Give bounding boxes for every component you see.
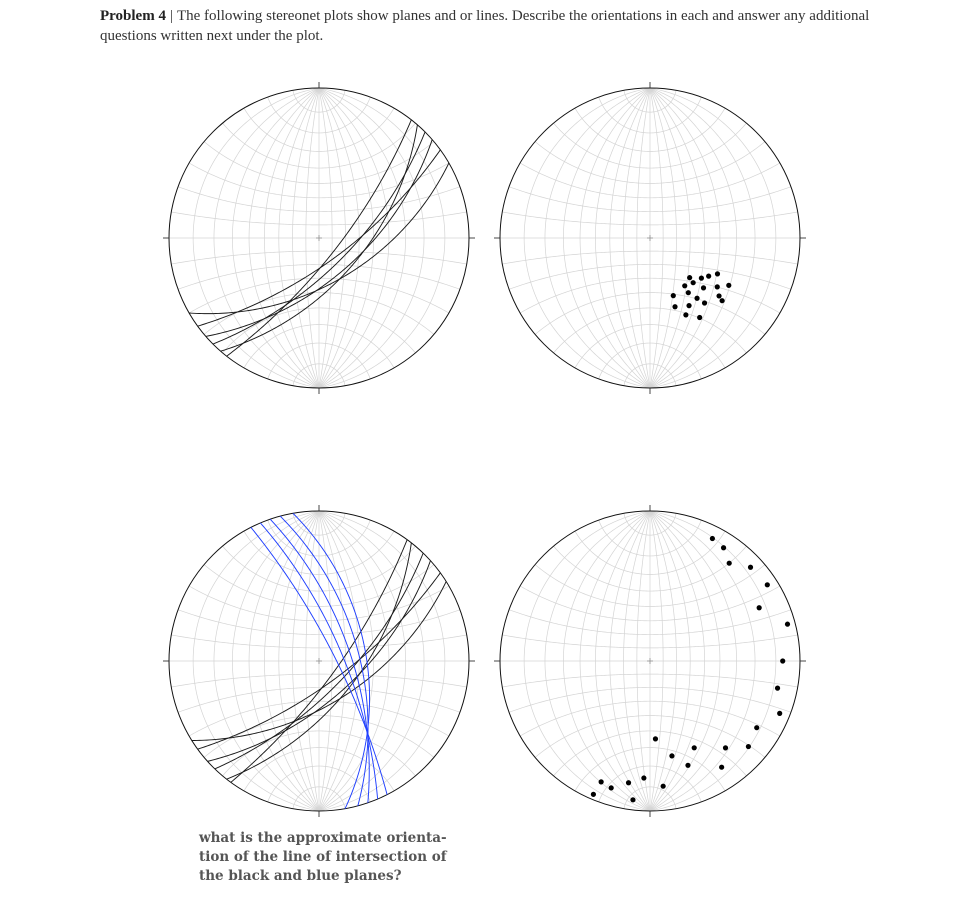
pole-point xyxy=(599,779,604,784)
stereonet-planes-2 xyxy=(164,504,474,818)
pole-point xyxy=(672,304,677,309)
pole-point xyxy=(777,711,782,716)
pole-point xyxy=(641,775,646,780)
pole-point xyxy=(765,582,770,587)
pole-point xyxy=(785,622,790,627)
pole-point xyxy=(686,290,691,295)
pole-point xyxy=(710,536,715,541)
separator: | xyxy=(169,8,173,24)
pole-point xyxy=(716,293,721,298)
question-line-1: what is the approximate orienta- xyxy=(199,830,447,846)
pole-point xyxy=(691,280,696,285)
intersection-question xyxy=(199,829,449,886)
pole-point xyxy=(754,725,759,730)
stereonet-planes-1 xyxy=(164,81,474,395)
pole-point xyxy=(775,686,780,691)
pole-point xyxy=(727,561,732,566)
pole-point xyxy=(591,792,596,797)
pole-point xyxy=(686,303,691,308)
pole-point xyxy=(669,753,674,758)
pole-point xyxy=(780,658,785,663)
question-line-3: the black and blue planes? xyxy=(199,868,402,884)
question-line-2: tion of the line of intersection of xyxy=(199,849,447,865)
pole-point xyxy=(630,797,635,802)
pole-point xyxy=(682,283,687,288)
pole-points xyxy=(671,271,732,320)
pole-point xyxy=(683,312,688,317)
pole-point xyxy=(685,763,690,768)
pole-point xyxy=(719,765,724,770)
pole-point xyxy=(715,271,720,276)
pole-point xyxy=(748,565,753,570)
pole-point xyxy=(723,745,728,750)
pole-point xyxy=(701,285,706,290)
pole-point xyxy=(720,298,725,303)
pole-point xyxy=(609,785,614,790)
pole-point xyxy=(692,745,697,750)
pole-point xyxy=(694,296,699,301)
pole-point xyxy=(653,736,658,741)
pole-point xyxy=(626,780,631,785)
problem-label: Problem 4 xyxy=(100,8,166,24)
pole-point xyxy=(721,545,726,550)
pole-point xyxy=(687,275,692,280)
pole-point xyxy=(746,744,751,749)
pole-point xyxy=(706,274,711,279)
stereonet-poles-girdle xyxy=(495,504,805,818)
pole-point xyxy=(697,315,702,320)
problem-header xyxy=(100,6,870,46)
pole-point xyxy=(699,276,704,281)
instructions-text: The following stereonet plots show planes and or lines. Describe the orientations in each and answer any additional questions written next under the plot. xyxy=(100,8,870,44)
pole-point xyxy=(661,784,666,789)
pole-point xyxy=(715,284,720,289)
pole-point xyxy=(702,300,707,305)
pole-point xyxy=(671,293,676,298)
pole-point xyxy=(757,605,762,610)
pole-point xyxy=(726,283,731,288)
stereonet-poles-cluster xyxy=(495,81,805,395)
